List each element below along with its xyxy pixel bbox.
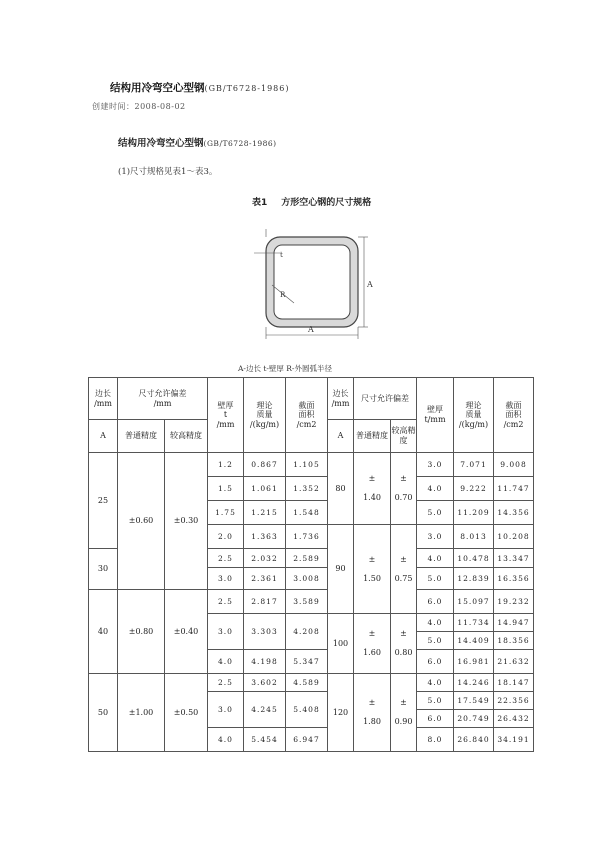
area-cell: 4.589 [286, 674, 328, 692]
table-body [89, 378, 534, 752]
square-tube-diagram [250, 225, 380, 345]
hdr-area-cell: 截面 面积 /cm2 [286, 378, 328, 453]
thickness-cell: 2.5 [208, 549, 244, 568]
area-cell: 1.352 [286, 477, 328, 501]
diagram-legend: A-边长 t-壁厚 R-外圆弧半径 [238, 364, 332, 373]
tol-high-cell-r: ± 0.70 [391, 453, 417, 525]
area-cell-r: 21.632 [494, 650, 534, 674]
hdr-normal-cell-r: 普通精度 [354, 420, 391, 453]
label-t: t [280, 251, 283, 259]
tol-normal-cell: ±0.80 [118, 590, 165, 674]
thickness-cell-r: 6.0 [417, 650, 454, 674]
tol-normal-cell-r: ± 1.60 [354, 614, 391, 674]
area-cell: 1.548 [286, 501, 328, 525]
mass-cell-r: 7.071 [454, 453, 494, 477]
label-a-right: A [367, 280, 373, 289]
doc-title-text: 结构用冷弯空心型钢 [110, 82, 205, 94]
spec-table [88, 377, 534, 752]
mass-cell: 0.867 [244, 453, 286, 477]
tol-normal-cell: ±0.60 [118, 453, 165, 590]
thickness-cell: 2.0 [208, 525, 244, 549]
mass-cell-r: 16.981 [454, 650, 494, 674]
thickness-cell-r: 5.0 [417, 632, 454, 650]
mass-cell: 1.061 [244, 477, 286, 501]
thickness-cell-r: 6.0 [417, 590, 454, 614]
mass-cell: 4.198 [244, 650, 286, 674]
tol-normal-cell-r: ± 1.40 [354, 453, 391, 525]
area-cell: 4.208 [286, 614, 328, 650]
thickness-cell-r: 4.0 [417, 549, 454, 568]
mass-cell-r: 10.478 [454, 549, 494, 568]
thickness-cell: 4.0 [208, 728, 244, 752]
table-row [89, 590, 534, 614]
section-heading-code: (GB/T6728-1986) [203, 139, 277, 148]
mass-cell-r: 26.840 [454, 728, 494, 752]
mass-cell: 2.032 [244, 549, 286, 568]
mass-cell: 1.363 [244, 525, 286, 549]
thickness-cell: 1.5 [208, 477, 244, 501]
created-date: 创建时间：2008-08-02 [92, 102, 186, 111]
area-cell: 5.408 [286, 692, 328, 728]
table-row [89, 674, 534, 692]
area-cell-r: 26.432 [494, 710, 534, 728]
label-a-bottom: A [308, 325, 314, 334]
thickness-cell: 3.0 [208, 614, 244, 650]
area-cell-r: 22.356 [494, 692, 534, 710]
side-cell-r: 90 [328, 525, 354, 614]
mass-cell: 2.817 [244, 590, 286, 614]
tol-high-cell-r: ± 0.75 [391, 525, 417, 614]
tol-high-cell: ±0.40 [165, 590, 208, 674]
section-heading-text: 结构用冷弯空心型钢 [118, 138, 204, 149]
thickness-cell-r: 5.0 [417, 501, 454, 525]
mass-cell: 3.602 [244, 674, 286, 692]
area-cell: 6.947 [286, 728, 328, 752]
mass-cell-r: 14.409 [454, 632, 494, 650]
area-cell: 1.105 [286, 453, 328, 477]
table-row [89, 453, 534, 477]
area-cell-r: 18.147 [494, 674, 534, 692]
thickness-cell: 1.75 [208, 501, 244, 525]
area-cell: 1.736 [286, 525, 328, 549]
thickness-cell-r: 4.0 [417, 477, 454, 501]
label-r: R [280, 291, 286, 299]
area-cell-r: 9.008 [494, 453, 534, 477]
thickness-cell-r: 3.0 [417, 453, 454, 477]
area-cell-r: 34.191 [494, 728, 534, 752]
area-cell-r: 14.947 [494, 614, 534, 632]
mass-cell-r: 12.839 [454, 568, 494, 590]
mass-cell: 5.454 [244, 728, 286, 752]
thickness-cell-r: 3.0 [417, 525, 454, 549]
thickness-cell-r: 8.0 [417, 728, 454, 752]
area-cell-r: 10.208 [494, 525, 534, 549]
area-cell: 3.589 [286, 590, 328, 614]
side-cell-r: 120 [328, 674, 354, 752]
mass-cell: 2.361 [244, 568, 286, 590]
mass-cell-r: 9.222 [454, 477, 494, 501]
side-cell: 50 [89, 674, 118, 752]
area-cell-r: 11.747 [494, 477, 534, 501]
side-cell: 40 [89, 590, 118, 674]
area-cell: 5.347 [286, 650, 328, 674]
side-cell-r: 100 [328, 614, 354, 674]
area-cell-r: 19.232 [494, 590, 534, 614]
hdr-tol-cell-r: 尺寸允许偏差 [354, 378, 417, 420]
thickness-cell-r: 6.0 [417, 710, 454, 728]
tol-high-cell-r: ± 0.90 [391, 674, 417, 752]
tol-normal-cell-r: ± 1.80 [354, 674, 391, 752]
table-label: 表1 [252, 198, 268, 208]
tol-high-cell: ±0.30 [165, 453, 208, 590]
hdr-side-cell: 边长 /mm [89, 378, 118, 420]
area-cell-r: 18.356 [494, 632, 534, 650]
mass-cell-r: 14.246 [454, 674, 494, 692]
hdr-normal-cell: 普通精度 [118, 420, 165, 453]
hdr-a-cell: A [89, 420, 118, 453]
mass-cell: 1.215 [244, 501, 286, 525]
area-cell-r: 13.347 [494, 549, 534, 568]
table-title: 方形空心钢的尺寸规格 [281, 198, 372, 208]
hdr-side-cell-r: 边长 /mm [328, 378, 354, 420]
area-cell: 3.008 [286, 568, 328, 590]
tol-normal-cell: ±1.00 [118, 674, 165, 752]
doc-title [110, 80, 289, 95]
hdr-mass-cell: 理论 质量 /(kg/m) [244, 378, 286, 453]
area-cell-r: 16.356 [494, 568, 534, 590]
side-cell-r: 80 [328, 453, 354, 525]
thickness-cell: 3.0 [208, 568, 244, 590]
intro-paragraph: (1)尺寸规格见表1～表3。 [118, 167, 218, 177]
mass-cell-r: 8.013 [454, 525, 494, 549]
tube-inner [274, 245, 350, 319]
hdr-tol-cell: 尺寸允许偏差 /mm [118, 378, 208, 420]
mass-cell-r: 11.734 [454, 614, 494, 632]
tol-high-cell-r: ± 0.80 [391, 614, 417, 674]
thickness-cell: 2.5 [208, 674, 244, 692]
hdr-a-cell-r: A [328, 420, 354, 453]
hdr-area-cell-r: 截面 面积 /cm2 [494, 378, 534, 453]
hdr-high-cell: 较高精度 [165, 420, 208, 453]
tol-high-cell: ±0.50 [165, 674, 208, 752]
thickness-cell-r: 5.0 [417, 692, 454, 710]
hdr-thick-cell: 壁厚 t /mm [208, 378, 244, 453]
side-cell: 25 [89, 453, 118, 549]
hdr-mass-cell-r: 理论 质量 /(kg/m) [454, 378, 494, 453]
hdr-thick-cell-r: 壁厚 t/mm [417, 378, 454, 453]
thickness-cell: 4.0 [208, 650, 244, 674]
thickness-cell: 1.2 [208, 453, 244, 477]
doc-title-code: (GB/T6728-1986) [204, 84, 290, 93]
area-cell: 2.589 [286, 549, 328, 568]
header-row-1 [89, 378, 534, 420]
area-cell-r: 14.356 [494, 501, 534, 525]
mass-cell: 4.245 [244, 692, 286, 728]
thickness-cell-r: 4.0 [417, 614, 454, 632]
section-heading [118, 135, 277, 149]
table-caption [252, 195, 385, 208]
thickness-cell-r: 5.0 [417, 568, 454, 590]
thickness-cell: 2.5 [208, 590, 244, 614]
thickness-cell-r: 4.0 [417, 674, 454, 692]
mass-cell-r: 15.097 [454, 590, 494, 614]
hdr-high-cell-r: 较高精度 [391, 420, 417, 453]
mass-cell-r: 20.749 [454, 710, 494, 728]
tol-normal-cell-r: ± 1.50 [354, 525, 391, 614]
mass-cell: 3.303 [244, 614, 286, 650]
thickness-cell: 3.0 [208, 692, 244, 728]
side-cell: 30 [89, 549, 118, 590]
mass-cell-r: 17.549 [454, 692, 494, 710]
mass-cell-r: 11.209 [454, 501, 494, 525]
